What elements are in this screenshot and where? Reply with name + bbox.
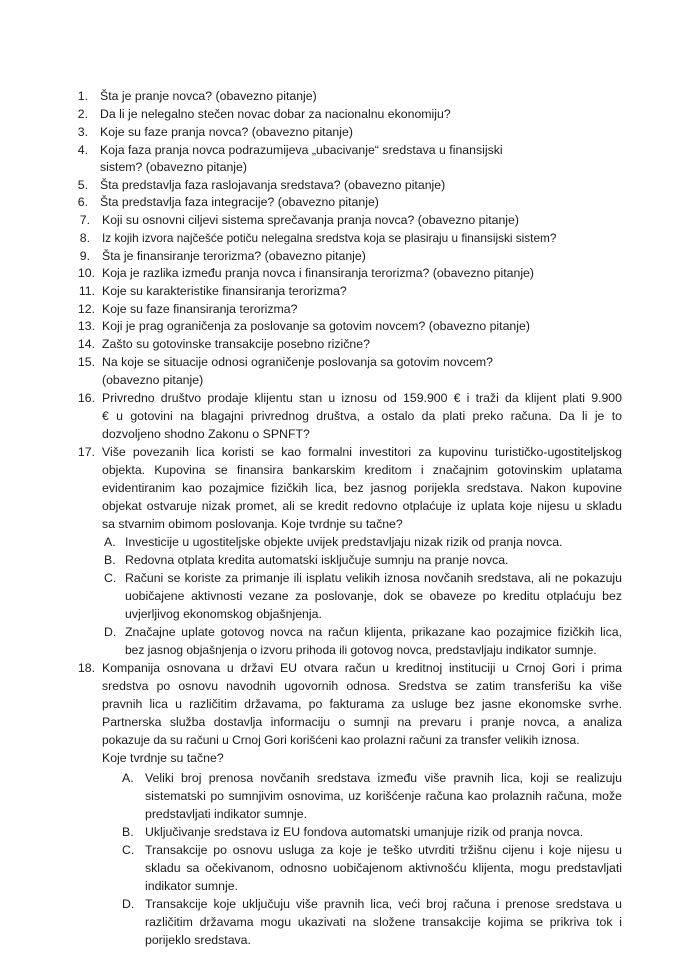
q18-option-a-line-3: predstavljati indikator sumnje.	[145, 807, 307, 821]
q17-option-b-text: Redovna otplata kredita automatski isključuje sumnju na pranje novca.	[125, 553, 509, 567]
q17-text-line-3: evidentiranim kao pozajmice fizičkih lica, bez jasnog porijekla sredstava. Nakon kupovine	[102, 481, 622, 495]
q11-text: Koje su karakteristike finansiranja terorizma?	[102, 284, 347, 298]
q15-text-line-2: (obavezno pitanje)	[102, 373, 204, 387]
q5-text: Šta predstavlja faza raslojavanja sredstava? (obavezno pitanje)	[100, 178, 446, 192]
q17-option-c-letter: C.	[104, 571, 117, 585]
q18-text-line-3: pravnih lica u različitim državama, po fakturama za usluge bez jasne ekonomske svrhe.	[102, 697, 622, 711]
q16-text-line-3: dozvoljeno shodno Zakonu o SPNFT?	[102, 427, 310, 441]
q17-option-a-text: Investicije u ugostiteljske objekte uvijek predstavljaju nizak rizik od pranja novca.	[125, 535, 563, 549]
q17-text-line-2: objekta. Kupovina se finansira bankarskim kreditom i značajnim gotovinskim uplatama	[102, 463, 622, 477]
q1-text: Šta je pranje novca? (obavezno pitanje)	[100, 89, 317, 103]
q6-number: 6.	[77, 195, 88, 209]
q18-number: 18.	[77, 661, 95, 675]
q16-text-line-1: Privredno društvo prodaje klijentu stan u iznosu od 159.900 € i traži da klijent plati 9.900	[102, 391, 622, 405]
q10-text: Koja je razlika između pranja novca i finansiranja terorizma? (obavezno pitanje)	[102, 266, 534, 280]
q17-text-line-5: sa stvarnim obimom poslovanja. Koje tvrdnje su tačne?	[102, 517, 403, 531]
q18-text-line-6: Koje tvrdnje su tačne?	[102, 751, 224, 765]
q10-number: 10.	[77, 266, 95, 280]
q15-number: 15.	[77, 355, 95, 369]
q13-number: 13.	[77, 319, 95, 333]
q17-option-b-letter: B.	[104, 553, 116, 567]
q2-text: Da li je nelegalno stečen novac dobar za nacionalnu ekonomiju?	[100, 107, 451, 121]
q1-number: 1.	[77, 89, 88, 103]
q4-text-line-1: Koja faza pranja novca podrazumijeva „ubacivanje“ sredstava u finansijski	[100, 143, 503, 157]
q5-number: 5.	[77, 178, 88, 192]
q18-text-line-4: Partnerska služba dostavlja informaciju o sumnji na prevaru i pranje novca, a analiza	[102, 715, 622, 729]
q18-option-a-line-1: Veliki broj prenosa novčanih sredstava između više pravnih lica, koji se realizuju	[145, 771, 622, 785]
q11-number: 11.	[78, 284, 95, 298]
q18-option-c-line-1: Transakcije po osnovu usluga za koje je teško utvrditi tržišnu cijenu i koje nijesu u	[145, 843, 622, 857]
q17-option-a-letter: A.	[104, 535, 116, 549]
q16-number: 16.	[77, 391, 95, 405]
q13-text: Koji je prag ograničenja za poslovanje sa gotovim novcem? (obavezno pitanje)	[102, 319, 530, 333]
q18-option-d-line-1: Transakcije koje uključuju više pravnih lica, veći broj računa i prenose sredstava u	[145, 897, 622, 911]
q18-option-d-line-2: različitim državama mogu ukazivati na složene transakcije kojima se prikriva tok i	[145, 915, 622, 929]
q12-text: Koje su faze finansiranja terorizma?	[102, 302, 298, 316]
q18-option-c-line-3: indikator sumnje.	[145, 879, 238, 893]
q3-number: 3.	[77, 125, 88, 139]
q9-text: Šta je finansiranje terorizma? (obavezno pitanje)	[102, 249, 366, 263]
q17-option-d-letter: D.	[104, 625, 117, 639]
q17-text-line-1: Više povezanih lica koristi se kao formalni investitori za kupovinu turističko-ugostiteljskog	[102, 445, 622, 459]
q2-number: 2.	[77, 107, 88, 121]
q17-option-c-line-2: uobičajene aktivnosti vezane za poslovanje, dok se obaveze po kreditu otplaćuju bez	[125, 589, 622, 603]
q16-text-line-2: € u gotovini na blagajni privrednog društva, a ostalo da plati preko računa. Da li je to	[102, 409, 622, 423]
q18-text-line-1: Kompanija osnovana u državi EU otvara račun u kreditnoj instituciji u Crnoj Gori i prima	[102, 661, 622, 675]
q4-number: 4.	[77, 143, 88, 157]
q3-text: Koje su faze pranja novca? (obavezno pitanje)	[100, 125, 353, 139]
q14-text: Zašto su gotovinske transakcije posebno rizične?	[102, 337, 370, 351]
q12-number: 12.	[77, 302, 95, 316]
q18-option-a-line-2: sistematski po sumnjivim osnovima, uz korišćenje računa kao prolaznih računa, može	[145, 789, 622, 803]
q8-text: Iz kojih izvora najčešće potiču nelegalna sredstva koja se plasiraju u finansijski sistem?	[102, 231, 557, 245]
q18-option-d-letter: D.	[122, 897, 135, 911]
q17-option-c-line-1: Računi se koriste za primanje ili isplatu velikih iznosa novčanih sredstava, ali ne pokazuju	[125, 571, 622, 585]
q4-text-line-2: sistem? (obavezno pitanje)	[100, 160, 247, 174]
q17-text-line-4: objekat ostvaruje nizak promet, ali se kredit redovno otplaćuje iz uplata koje nijesu u skladu	[102, 499, 622, 513]
q18-option-b-letter: B.	[122, 825, 134, 839]
q18-option-c-letter: C.	[122, 843, 135, 857]
q14-number: 14.	[77, 337, 95, 351]
q7-text: Koji su osnovni ciljevi sistema sprečavanja pranja novca? (obavezno pitanje)	[102, 213, 519, 227]
q6-text: Šta predstavlja faza integracije? (obavezno pitanje)	[100, 195, 379, 209]
q17-option-d-line-1: Značajne uplate gotovog novca na račun klijenta, prikazane kao pozajmice fizičkih lica,	[125, 625, 622, 639]
q18-text-line-5: pokazuje da su računi u Crnoj Gori korišćeni kao prolazni računi za transfer velikih iznosa.	[102, 733, 580, 747]
q18-option-b-text: Uključivanje sredstava iz EU fondova automatski umanjuje rizik od pranja novca.	[145, 825, 584, 839]
q17-option-c-line-3: uvjerljivog ekonomskog objašnjenja.	[125, 607, 322, 621]
q18-option-d-line-3: porijeklo sredstava.	[145, 933, 251, 947]
q17-option-d-line-2: bez jasnog objašnjenja o izvoru prihoda ili gotovog novca, predstavljaju indikator sumnje.	[125, 643, 597, 657]
q7-number: 7.	[79, 213, 90, 227]
q9-number: 9.	[79, 249, 90, 263]
q18-option-a-letter: A.	[122, 771, 134, 785]
q18-option-c-line-2: skladu sa očekivanom, odnosno uobičajenom aktivnošću klijenta, mogu predstavljati	[145, 861, 622, 875]
q15-text-line-1: Na koje se situacije odnosi ograničenje poslovanja sa gotovim novcem?	[102, 355, 493, 369]
q18-text-line-2: sredstva po osnovu navodnih ugovornih odnosa. Sredstva se zatim transferišu ka više	[102, 679, 622, 693]
q17-number: 17.	[77, 445, 95, 459]
q8-number: 8.	[79, 231, 90, 245]
